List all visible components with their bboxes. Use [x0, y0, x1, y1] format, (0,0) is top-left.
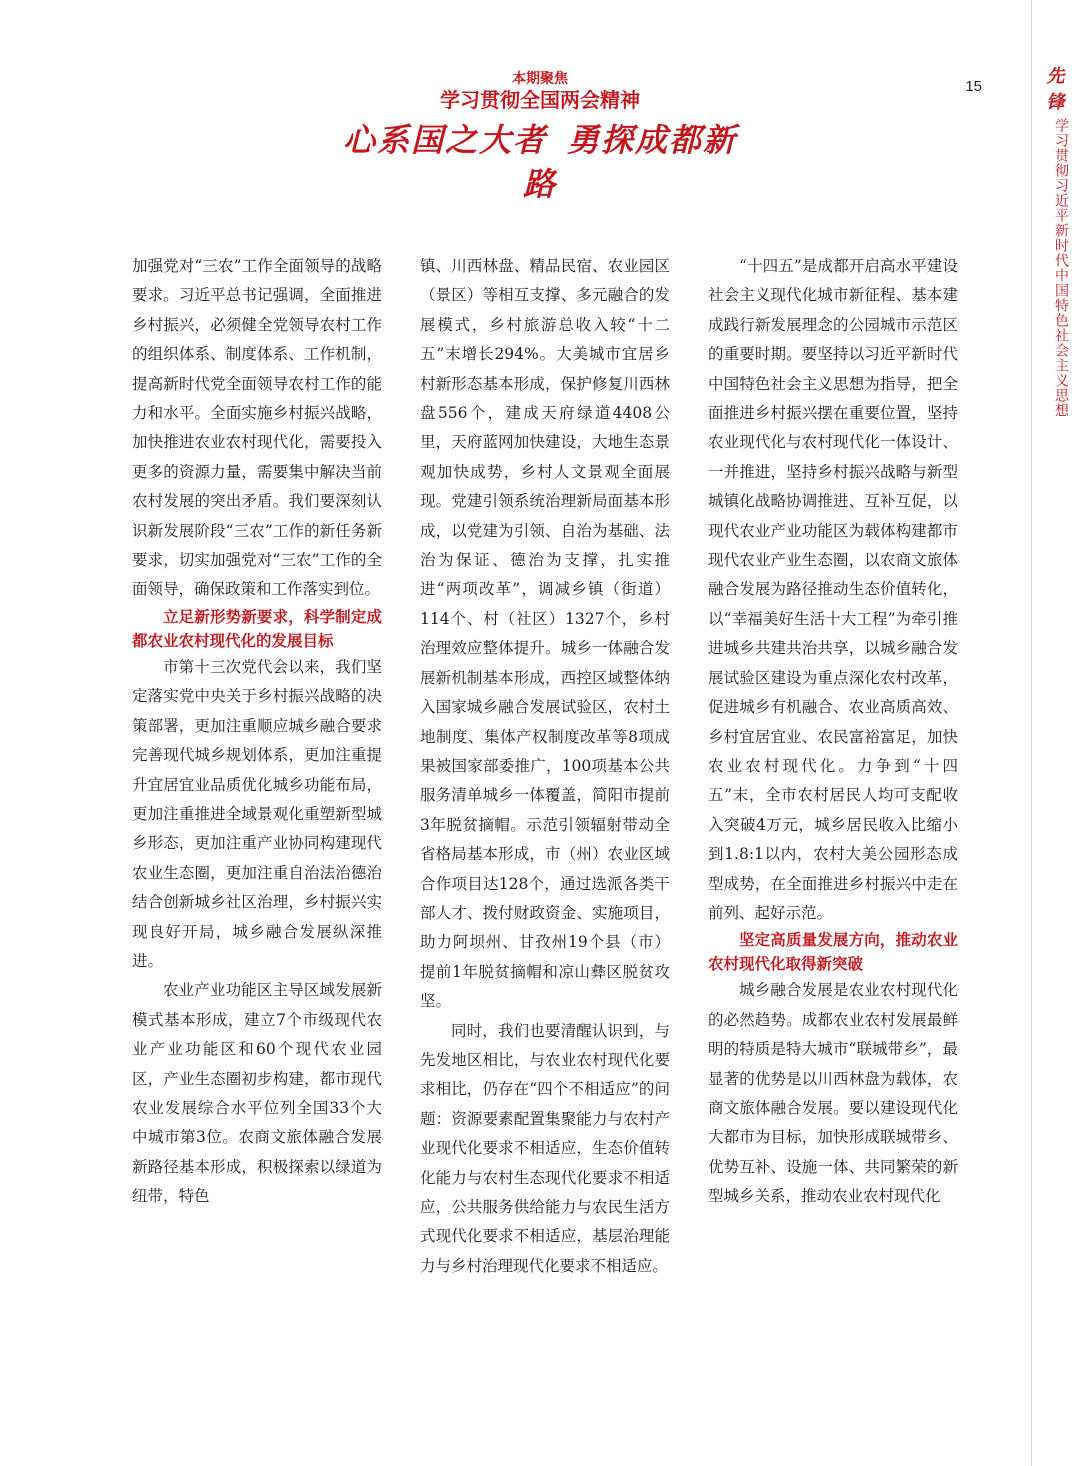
side-band — [1032, 0, 1080, 1466]
paragraph: “十四五”是成都开启高水平建设社会主义现代化城市新征程、基本建成践行新发展理念的公园城市示范区的重要时期。要坚持以习近平新时代中国特色社会主义思想为指导，把全面推进乡村振兴摆在重要位置，坚持农业现代化与农村现代化一体设计、一并推进，坚持乡村振兴战略与新型城镇化战略协调推进、互补互促，以现代农业产业功能区为载体构建都市现代农业产业生态圈，以农商文旅体融合发展为路径推动生态价值转化，以“幸福美好生活十大工程”为牵引推进城乡共建共治共享，以城乡融合发展试验区建设为重点深化农村改革，促进城乡有机融合、农业高质高效、乡村宜居宜业、农民富裕富足，加快农业农村现代化。力争到“十四五”末，全市农村居民人均可支配收入突破4万元，城乡居民收入比缩小到1.8:1以内，农村大美公园形态成型成势，在全面推进乡村振兴中走在前列、起好示范。 — [708, 257, 958, 922]
issue-headline: 学习贯彻全国两会精神 — [440, 88, 640, 112]
section-heading: 坚定高质量发展方向，推动农业农村现代化取得新突破 — [708, 931, 958, 974]
slogan-left: 心系国之大者 — [342, 121, 547, 159]
section-heading: 立足新形势新要求，科学制定成都农业农村现代化的发展目标 — [132, 607, 382, 650]
paragraph: 加强党对“三农”工作全面领导的战略要求。习近平总书记强调，全面推进乡村振兴，必须健全党领导农村工作的组织体系、制度体系、工作机制，提高新时代党全面领导农村工作的能力和水平。全面实施乡村振兴战略，加快推进农业农村现代化，需要投入更多的资源力量，需要集中解决当前农村发展的突出矛盾。我们要深刻认识新发展阶段“三农”工作的新任务新要求，切实加强党对“三农”工作的全面领导，确保政策和工作落实到位。 — [132, 257, 382, 599]
brand-logo: 先锋 — [1046, 66, 1066, 113]
issue-kicker: 本期聚焦 — [512, 71, 568, 87]
slogan-right: 勇探成都新路 — [522, 121, 738, 203]
column-1 — [132, 252, 382, 1212]
paragraph: 市第十三次党代会以来，我们坚定落实党中央关于乡村振兴战略的决策部署，更加注重顺应城乡融合要求完善现代城乡规划体系，更加注重提升宜居宜业品质优化城乡功能布局，更加注重推进全域景观化重塑新型城乡形态，更加注重产业协同构建现代农业生态圈，更加注重自治法治德治结合创新城乡社区治理，乡村振兴实现良好开局，城乡融合发展纵深推进。 — [132, 657, 382, 970]
section-vertical-title: 学习贯彻习近平新时代中国特色社会主义思想 — [1053, 118, 1069, 418]
column-2 — [420, 252, 670, 1281]
paragraph: 城乡融合发展是农业农村现代化的必然趋势。成都农业农村发展最鲜明的特质是特大城市“联城带乡”，最显著的优势是以川西林盘为载体，农商文旅体融合发展。要以建设现代化大都市为目标，加快形成联城带乡、优势互补、设施一体、共同繁荣的新型城乡关系，推动农业农村现代化 — [708, 981, 958, 1206]
column-3 — [708, 252, 958, 1212]
paragraph: 镇、川西林盘、精品民宿、农业园区（景区）等相互支撑、多元融合的发展模式，乡村旅游总收入较“十二五”末增长294%。大美城市宜居乡村新形态基本形成，保护修复川西林盘556个，建成天府绿道4408公里，天府蓝网加快建设，大地生态景观加快成势，乡村人文景观全面展现。党建引领系统治理新局面基本形成，以党建为引领、自治为基础、法治为保证、德治为支撑，扎实推进“两项改革”，调减乡镇（街道）114个、村（社区）1327个，乡村治理效应整体提升。城乡一体融合发展新机制基本形成，西控区域整体纳入国家城乡融合发展试验区，农村土地制度、集体产权制度改革等8项成果被国家部委推广，100项基本公共服务清单城乡一体覆盖，简阳市提前3年脱贫摘帽。示范引领辐射带动全省格局基本形成，市（州）农业区域合作项目达128个，通过选派各类干部人才、拨付财政资金、实施项目，助力阿坝州、甘孜州19个县（市）提前1年脱贫摘帽和凉山彝区脱贫攻坚。 — [420, 257, 670, 1011]
paragraph: 同时，我们也要清醒认识到，与先发地区相比，与农业农村现代化要求相比，仍存在“四个不相适应”的问题：资源要素配置集聚能力与农村产业现代化要求不相适应，生态价值转化能力与农村生态现代化要求不相适应，公共服务供给能力与农民生活方式现代化要求不相适应，基层治理能力与乡村治理现代化要求不相适应。 — [420, 1021, 670, 1275]
issue-slogan — [340, 118, 740, 206]
issue-header — [340, 70, 740, 206]
page-number: 15 — [965, 78, 982, 95]
paragraph: 农业产业功能区主导区域发展新模式基本形成，建立7个市级现代农业产业功能区和60个现代农业园区，产业生态圈初步构建，都市现代农业发展综合水平位列全国33个大中城市第3位。农商文旅体融合发展新路径基本形成，积极探索以绿道为纽带，特色 — [132, 981, 382, 1206]
